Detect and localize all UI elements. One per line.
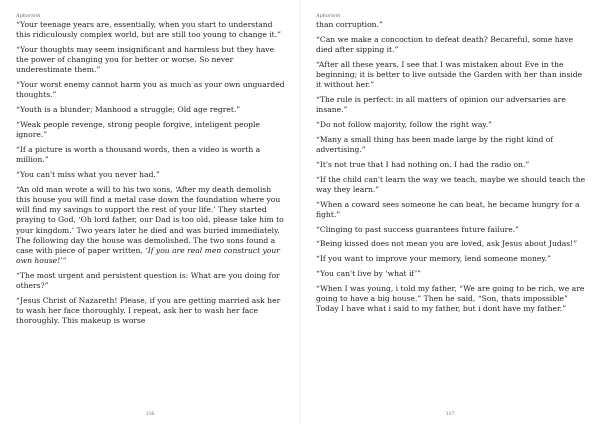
quote: “Your worst enemy cannot harm you as much as your own unguarded thoughts.”: [16, 80, 285, 100]
quote: “It's not true that I had nothing on. I had the radio on.”: [316, 159, 530, 169]
quote: “If you want to improve your memory, lend someone money.”: [316, 254, 551, 264]
running-head: Aphorism: [16, 13, 41, 19]
quote: “Do not follow majority, follow the right way.”: [316, 120, 492, 129]
quote: “Being kissed does not mean you are loved, ask Jesus about Judas!”: [316, 239, 578, 249]
will-close: ”: [62, 256, 67, 266]
quote: “When I was young, i told my father, “We are going to be rich, we are going to have a big house.” Then he said, “Son, thats impossible” Today I have what i said to my father, but i dont have my father.”: [316, 283, 585, 314]
quote: “You can't live by ‘what if’”: [316, 268, 422, 278]
quote: “If a picture is worth a thousand words, then a video is worth a million.”: [16, 145, 261, 165]
quote: “When a coward sees someone he can beat, he became hungry for a fight.”: [316, 199, 580, 219]
quote-list: [16, 20, 286, 327]
quote-list: [316, 20, 586, 314]
quote: “Clinging to past success guarantees future failure.”: [316, 224, 520, 234]
will-text: “An old man wrote a will to his two sons, ‘After my death demolish this house you will find a metal case down the foundation where you will find my savings to support the rest of your life.’ They started praying to God, ‘Oh lord father, our Dad is too old, please take him to your kingdom.’ Two years later he died and was buried immediately. The following day the house was demolished. The two sons found a case with piece of paper written,: [16, 184, 284, 256]
right-page: [300, 0, 600, 424]
running-head: Aphorism: [316, 13, 341, 19]
quote: “Can we make a concoction to defeat death? Becareful, some have died after sipping it.”: [316, 34, 573, 54]
quote: than corruption.”: [316, 20, 383, 29]
quote: “Weak people revenge, strong people forgive, inteligent people ignore.”: [16, 120, 260, 140]
quote-will: [16, 185, 286, 267]
page-number: 117: [445, 412, 455, 417]
quote: “Your thoughts may seem insignificant and harmless but they have the power of changing you for better or worse. So never underestimate them.”: [16, 45, 275, 75]
quote: “The most urgent and persistent question is: What are you doing for others?”: [16, 271, 280, 291]
quote: “The rule is perfect: in all matters of opinion our adversaries are insane.”: [316, 95, 566, 115]
quote: “If the child can't learn the way we teach, maybe we should teach the way they learn.”: [316, 174, 586, 194]
quote: “Youth is a blunder; Manhood a struggle; Old age regret.”: [16, 105, 241, 115]
quote: “Your teenage years are, essentially, when you start to understand this ridiculously complex world, but are still too young to change it.”: [16, 20, 282, 40]
quote: “You can't miss what you never had.”: [16, 170, 160, 179]
quote: “Jesus Christ of Nazareth! Please, if you are getting married ask her to wash her face thoroughly. I repeat, ask her to wash her face thoroughly. This makeup is worse: [16, 296, 281, 326]
quote: “After all these years, I see that I was mistaken about Eve in the beginning; it is better to live outside the Garden with her than inside it without her.”: [316, 59, 583, 90]
page-number: 116: [145, 412, 155, 417]
will-italic: ‘If you are real men construct your own house!’: [16, 246, 280, 266]
quote: “Many a small thing has been made large by the right kind of advertising.”: [316, 134, 554, 154]
